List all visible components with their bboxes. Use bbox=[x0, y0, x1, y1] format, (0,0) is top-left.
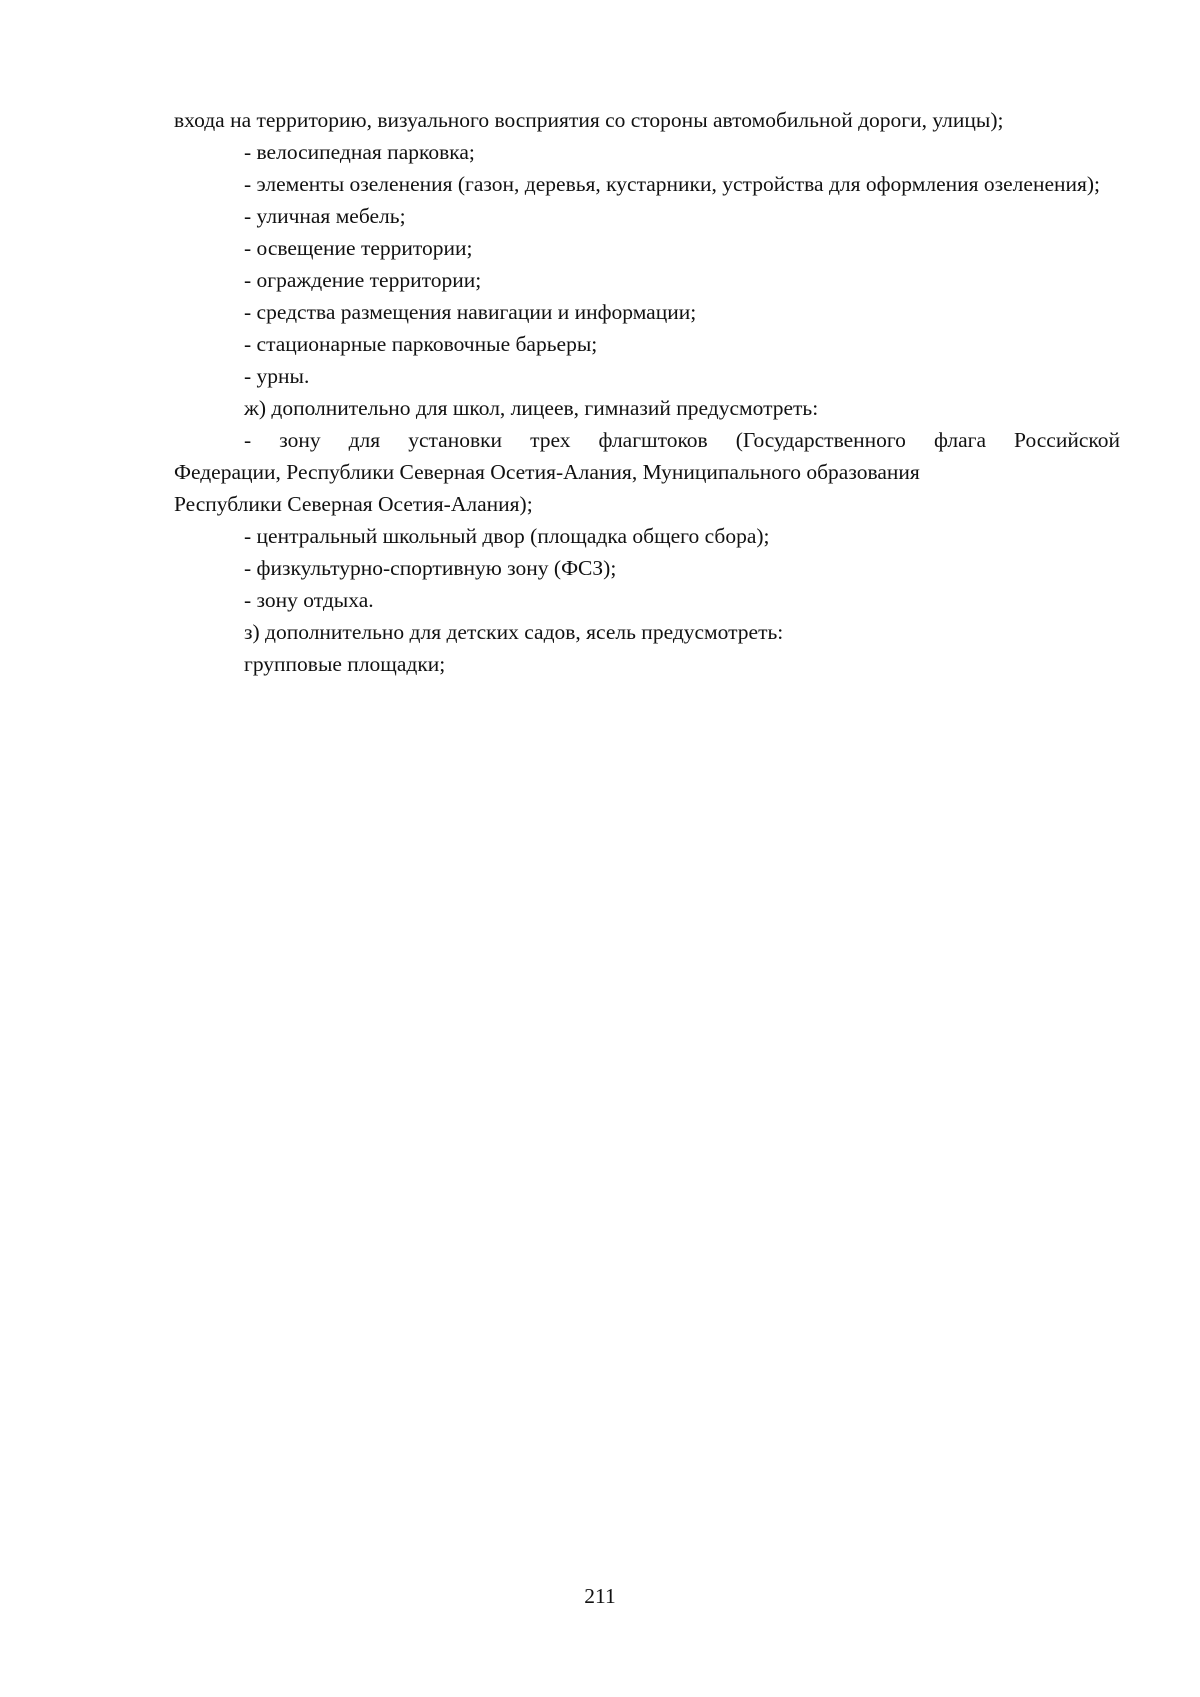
document-body bbox=[174, 104, 1120, 680]
list-item-flagpoles-line-1: - зону для установки трех флагштоков (Государственного флага Российской bbox=[244, 428, 1120, 452]
list-item-rest-zone: - зону отдыха. bbox=[244, 588, 374, 612]
section-zh-heading: ж) дополнительно для школ, лицеев, гимназий предусмотреть: bbox=[244, 396, 819, 420]
list-item-fencing: - ограждение территории; bbox=[244, 268, 482, 292]
list-item-parking-barriers: - стационарные парковочные барьеры; bbox=[244, 332, 598, 356]
list-item-flagpoles-line-3: Республики Северная Осетия-Алания); bbox=[174, 492, 533, 516]
list-item-navigation: - средства размещения навигации и информации; bbox=[244, 300, 697, 324]
list-item-bicycle-parking: - велосипедная парковка; bbox=[244, 140, 475, 164]
list-item-flagpoles-line-2: Федерации, Республики Северная Осетия-Алания, Муниципального образования bbox=[174, 460, 920, 484]
list-item-greenery: - элементы озеленения (газон, деревья, кустарники, устройства для оформления озеленения); bbox=[244, 172, 1101, 196]
page-number: 211 bbox=[584, 1584, 616, 1608]
section-z-heading: з) дополнительно для детских садов, ясель предусмотреть: bbox=[244, 620, 784, 644]
paragraph-continuation: входа на территорию, визуального восприятия со стороны автомобильной дороги, улицы); bbox=[174, 108, 1004, 132]
list-item-street-furniture: - уличная мебель; bbox=[244, 204, 406, 228]
list-item-school-yard: - центральный школьный двор (площадка общего сбора); bbox=[244, 524, 770, 548]
list-item-sports-zone: - физкультурно-спортивную зону (ФСЗ); bbox=[244, 556, 617, 580]
list-item-lighting: - освещение территории; bbox=[244, 236, 473, 260]
list-item-group-playgrounds: групповые площадки; bbox=[244, 652, 446, 676]
list-item-bins: - урны. bbox=[244, 364, 310, 388]
